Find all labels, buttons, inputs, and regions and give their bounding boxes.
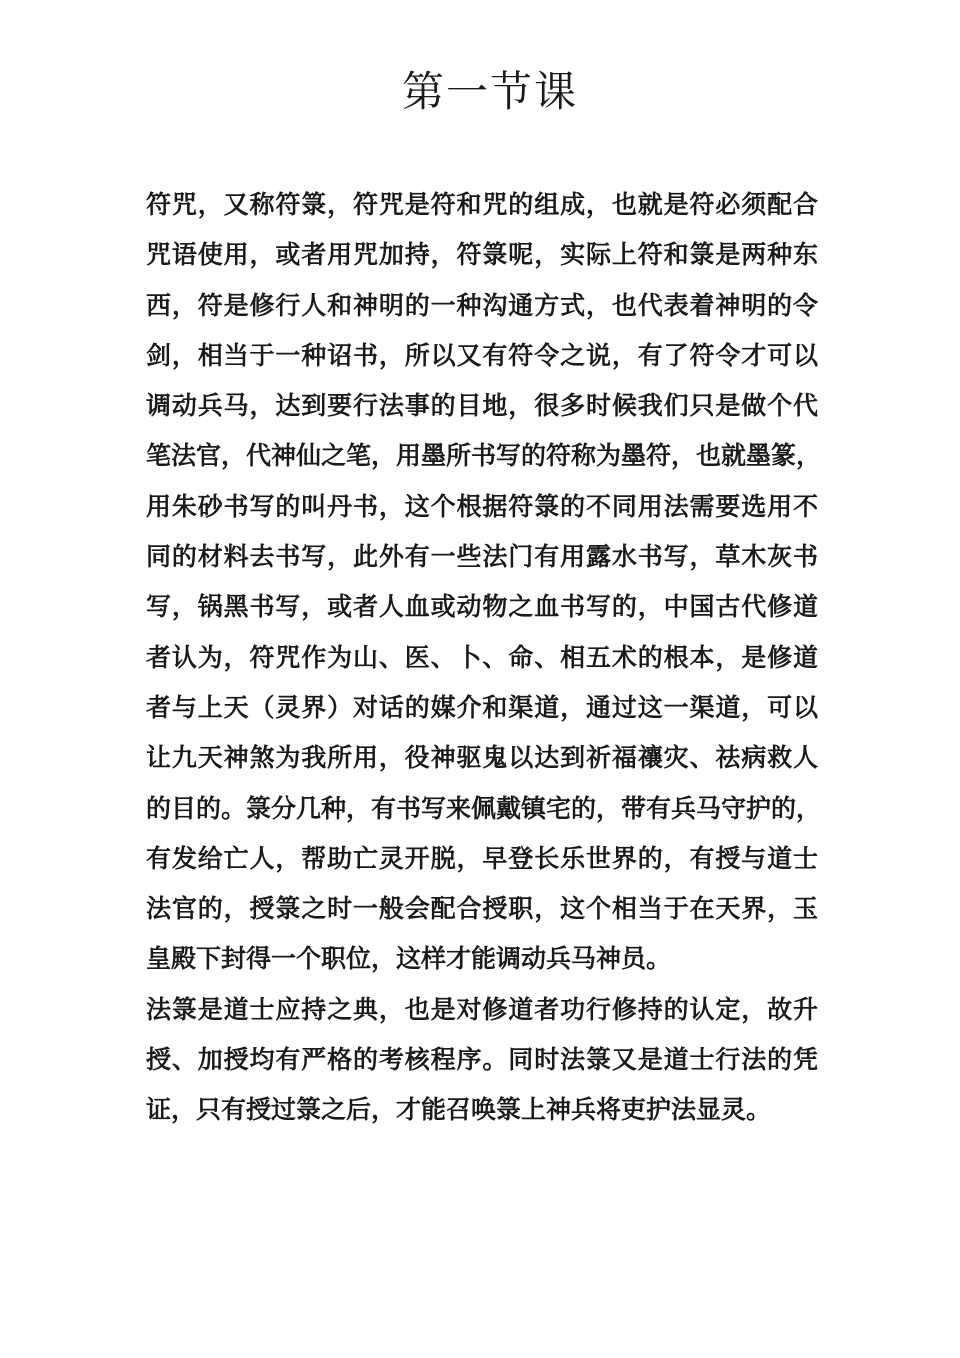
text-line: 咒语使用，或者用咒加持，符箓呢，实际上符和箓是两种东 [146, 240, 818, 270]
text-line: 用朱砂书写的叫丹书，这个根据符箓的不同用法需要选用不 [146, 491, 818, 521]
body-text [146, 180, 822, 1136]
text-line: 符咒，又称符箓，符咒是符和咒的组成，也就是符必须配合 [146, 190, 818, 219]
text-line: 授、加授均有严格的考核程序。同时法箓又是道士行法的凭 [146, 1045, 818, 1075]
text-line: 让九天神煞为我所用，役神驱鬼以达到祈福禳灾、祛病救人 [146, 743, 818, 773]
paragraph-2 [146, 985, 818, 1136]
text-line: 证，只有授过箓之后，才能召唤箓上神兵将吏护法显灵。 [146, 1095, 772, 1125]
text-line: 写，锅黑书写，或者人血或动物之血书写的，中国古代修道 [146, 592, 818, 622]
text-line: 西，符是修行人和神明的一种沟通方式，也代表着神明的令 [146, 290, 818, 320]
text-line: 有发给亡人，帮助亡灵开脱，早登长乐世界的，有授与道士 [146, 843, 818, 873]
text-line: 者认为，符咒作为山、医、卜、命、相五术的根本，是修道 [146, 642, 818, 672]
text-line: 剑，相当于一种诏书，所以又有符令之说，有了符令才可以 [146, 340, 818, 370]
text-line: 笔法官，代神仙之笔，用墨所书写的符称为墨符，也就墨篆， [146, 441, 822, 471]
text-line: 法官的，授箓之时一般会配合授职，这个相当于在天界，玉 [146, 894, 818, 924]
text-line: 的目的。箓分几种，有书写来佩戴镇宅的，带有兵马守护的， [146, 793, 822, 823]
text-line: 法箓是道士应持之典，也是对修道者功行修持的认定，故升 [146, 994, 818, 1024]
text-line: 调动兵马，达到要行法事的目地，很多时候我们只是做个代 [146, 391, 818, 421]
text-line: 者与上天（灵界）对话的媒介和渠道，通过这一渠道，可以 [146, 692, 818, 722]
text-line: 同的材料去书写，此外有一些法门有用露水书写，草木灰书 [146, 542, 818, 572]
text-line: 皇殿下封得一个职位，这样才能调动兵马神员。 [146, 944, 672, 974]
page-title: 第一节课 [401, 67, 578, 116]
paragraph-1 [146, 180, 822, 985]
